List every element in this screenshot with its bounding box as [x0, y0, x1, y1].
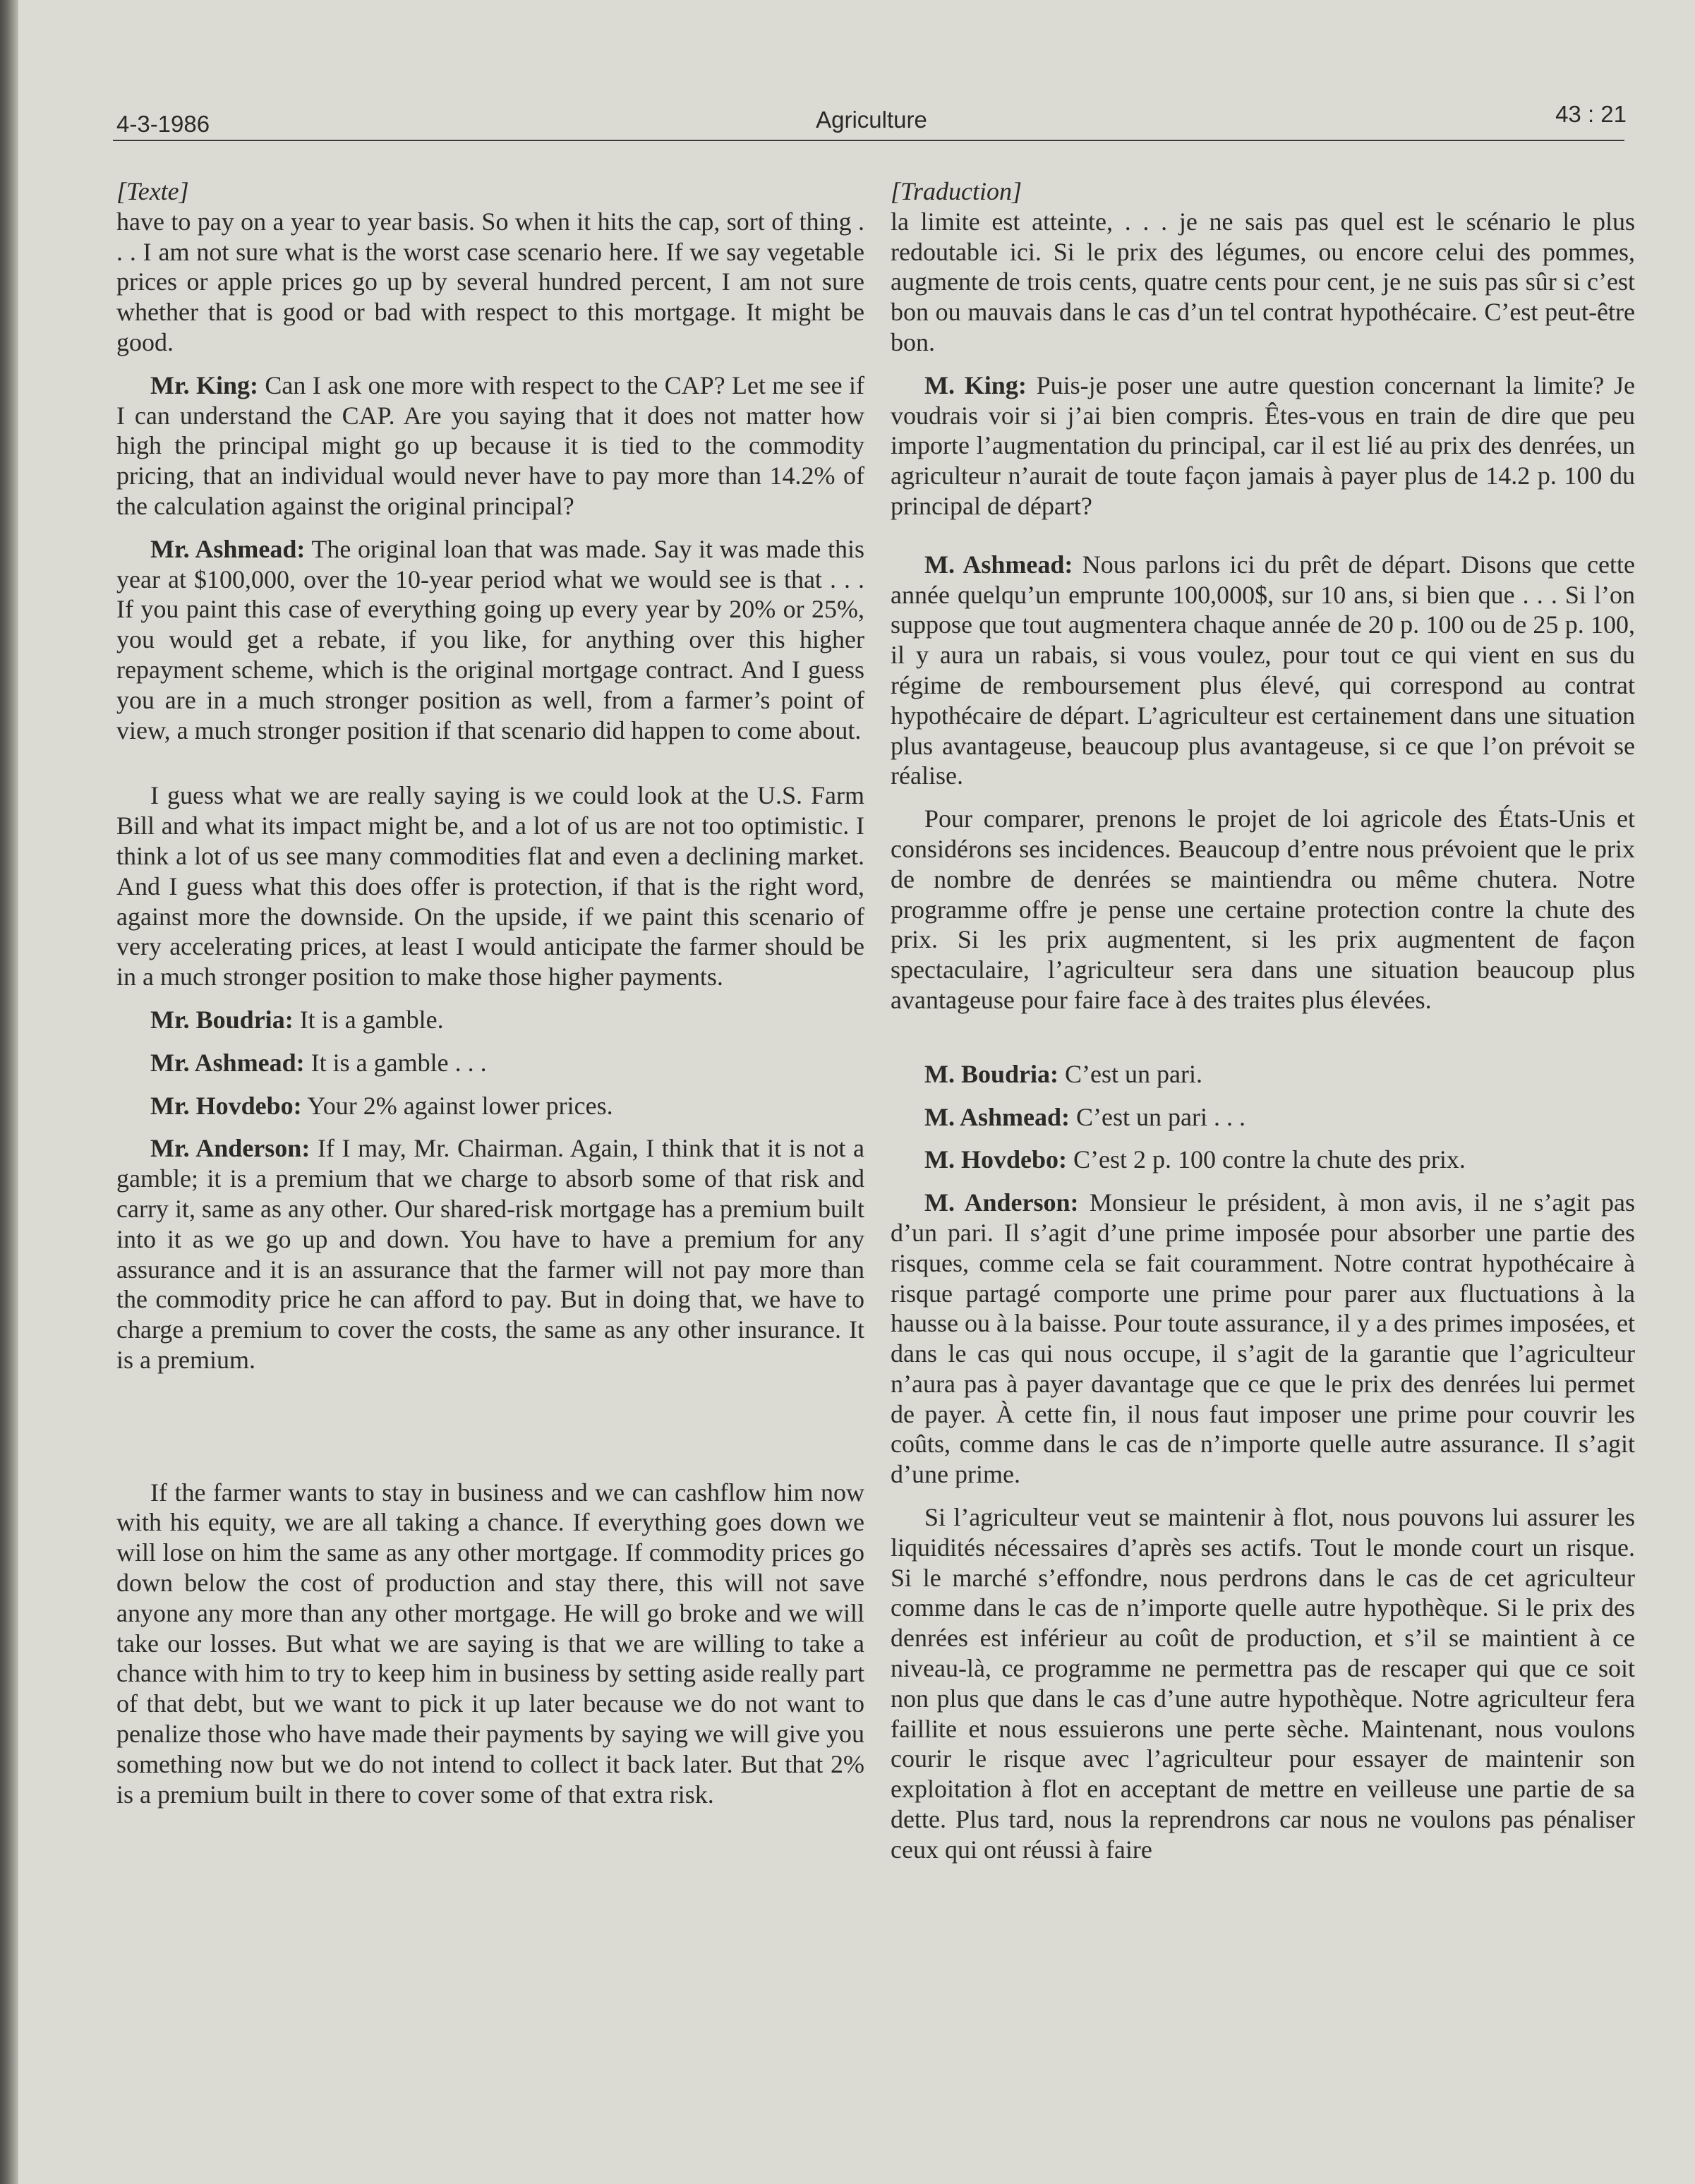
paragraph-text: Pour comparer, prenons le projet de loi agricole des États-Unis et considérons ses incidences. Beaucoup d’entre nous prévoient que le prix de nombre de denrées se maintiendra ou même chutera. Notre programme offre je pense une certaine protection contre la chute des prix. Si les prix augmentent, si les prix augmentent de façon spectaculaire, l’agriculteur sera dans une situation beaucoup plus avantageuse pour faire face à des traites plus élevées.	[891, 804, 1635, 1014]
speaker-name: Mr. Ashmead:	[150, 534, 306, 563]
speaker-name: M. King:	[924, 370, 1027, 399]
paragraph	[116, 1478, 864, 1810]
header-rule	[113, 140, 1624, 141]
paragraph-text: C’est un pari.	[1058, 1059, 1202, 1088]
paragraph-text: I guess what we are really saying is we could look at the U.S. Farm Bill and what its impact might be, and a lot of us are not too optimistic. I think a lot of us see many commodities flat and even a declining market. And I guess what this does offer is protection, if that is the right word, against more the downside. On the upside, if we paint this scenario of very accelerating prices, at least I would anticipate the farmer should be in a much stronger position to make those higher payments.	[116, 781, 864, 991]
paragraph	[891, 1502, 1635, 1865]
speaker-name: Mr. Ashmead:	[150, 1048, 305, 1077]
paragraph	[116, 370, 864, 521]
speaker-name: Mr. Anderson:	[150, 1134, 310, 1163]
paragraph-text: If the farmer wants to stay in business and we can cashflow him now with his equity, we are all taking a chance. If everything goes down we will lose on him the same as any other mortgage. If commodity prices go down below the cost of production and stay there, this will not save anyone any more than any other mortgage. He will go broke and we will take our losses. But what we are saying is that we are willing to take a chance with him to try to keep him in business by setting aside really part of that debt, but we want to pick it up later because we do not want to penalize those who have made their payments by saying we will give you something now but we do not intend to collect it back later. But that 2% is a premium built in there to cover some of that extra risk.	[116, 1478, 864, 1809]
paragraph-text: If I may, Mr. Chairman. Again, I think that it is not a gamble; it is a premium that we charge to absorb some of that risk and carry it, same as any other. Our shared-risk mortgage has a premium built into it as we go up and down. You have to have a premium for any assurance and it is an assurance that the farmer will not pay more than the commodity price he can afford to pay. But in doing that, we have to charge a premium to cover the costs, the same as any other insurance. It is a premium.	[116, 1134, 864, 1374]
speaker-name: Mr. Boudria:	[150, 1005, 294, 1034]
paragraph-text: It is a gamble . . .	[304, 1048, 487, 1077]
paragraph-text: Can I ask one more with respect to the CAP? Let me see if I can understand the CAP. Are you saying that it does not matter how high the principal might go up because it is tied to the commodity pricing, that an individual would never have to pay more than 14.2% of the calculation against the original principal?	[116, 370, 864, 520]
speaker-name: Mr. Hovdebo:	[150, 1091, 302, 1120]
paragraph-text: Your 2% against lower prices.	[301, 1091, 613, 1120]
paragraph	[891, 1188, 1635, 1490]
paragraph	[116, 1091, 864, 1121]
column-label: [Texte]	[116, 177, 189, 205]
header-title: Agriculture	[816, 107, 927, 133]
paragraph	[891, 1059, 1635, 1090]
paragraph	[116, 780, 864, 992]
paragraph	[891, 370, 1635, 521]
speaker-name: M. Hovdebo:	[924, 1145, 1067, 1174]
paragraph-text: Nous parlons ici du prêt de départ. Disons que cette année quelqu’un emprunte 100,000$, sur 10 ans, si bien que . . . Si l’on suppose que tout augmentera chaque année de 20 p. 100 ou de 25 p. 100, il y aura un rabais, si vous voulez, pour tout ce qui vient en sus du régime de remboursement plus élevé, qui correspond au contrat hypothécaire de départ. L’agriculteur est certainement dans une situation plus avantageuse, beaucoup plus avantageuse, si ce que l’on prévoit se réalise.	[891, 550, 1635, 790]
paragraph	[891, 1102, 1635, 1133]
page-binding-shadow	[0, 0, 18, 2184]
paragraph-text: It is a gamble.	[293, 1005, 444, 1034]
paragraph-text: C’est 2 p. 100 contre la chute des prix.	[1067, 1145, 1466, 1174]
column-label: [Traduction]	[891, 177, 1023, 205]
paragraph	[116, 1048, 864, 1078]
paragraph	[116, 534, 864, 746]
paragraph-text: Si l’agriculteur veut se maintenir à flot, nous pouvons lui assurer les liquidités nécessaires d’après ses actifs. Tout le monde court un risque. Si le marché s’effondre, nous perdrons dans le cas de cet agriculteur comme dans le cas de n’importe quelle autre hypothèque. Si le prix des denrées est inférieur au coût de production, et s’il se maintient à ce niveau-là, ce programme ne permettra pas de rescaper qui que ce soit non plus que dans le cas d’une autre hypothèque. Notre agriculteur fera faillite et nous essuierons une perte sèche. Maintenant, nous voulons courir le risque avec l’agriculteur pour essayer de maintenir son exploitation à flot en acceptant de mettre en veilleuse une partie de sa dette. Plus tard, nous la reprendrons car nous ne voulons pas pénaliser ceux qui ont réussi à faire	[891, 1503, 1635, 1864]
paragraph	[891, 550, 1635, 791]
speaker-name: M. Ashmead:	[924, 1102, 1070, 1131]
speaker-name: M. Anderson:	[924, 1188, 1079, 1217]
paragraph-text: C’est un pari . . .	[1070, 1102, 1245, 1131]
page-header	[116, 101, 1627, 137]
speaker-name: M. Boudria:	[924, 1059, 1059, 1088]
speaker-name: Mr. King:	[150, 370, 259, 399]
paragraph-text: have to pay on a year to year basis. So when it hits the cap, sort of thing . . . I am not sure what is the worst case scenario here. If we say vegetable prices or apple prices go up by several hundred percent, I am not sure whether that is good or bad with respect to this mortgage. It might be good.	[116, 207, 864, 356]
paragraph	[116, 207, 864, 358]
paragraph	[116, 1133, 864, 1375]
paragraph	[891, 1145, 1635, 1175]
header-page-number: 43 : 21	[1555, 101, 1627, 127]
french-column	[891, 176, 1635, 1865]
paragraph	[891, 804, 1635, 1015]
paragraph	[116, 1005, 864, 1035]
paragraph-text: Monsieur le président, à mon avis, il ne s’agit pas d’un pari. Il s’agit d’une prime imposée pour absorber une partie des risques, comme cela se fait couramment. Notre contrat hypothécaire à risque partagé comporte une prime pour parer aux fluctuations à la hausse ou à la baisse. Pour toute assurance, il y a des primes imposées, et dans le cas qui nous occupe, il s’agit de la garantie que l’agriculteur n’aura pas à payer davantage que ce que le prix des denrées lui permet de payer. À cette fin, il nous faut imposer une prime pour couvrir les coûts, comme dans le cas de n’importe quelle autre assurance. Il s’agit d’une prime.	[891, 1188, 1635, 1489]
paragraph	[891, 207, 1635, 358]
speaker-name: M. Ashmead:	[924, 550, 1073, 579]
header-date: 4-3-1986	[116, 111, 210, 137]
english-column	[116, 176, 864, 1809]
paragraph-text: la limite est atteinte, . . . je ne sais pas quel est le scénario le plus redoutable ici. Si le prix des légumes, ou encore celui des pommes, augmente de trois cents, quatre cents pour cent, je ne suis pas sûr si c’est bon ou mauvais dans le cas d’un tel contrat hypothécaire. C’est peut-être bon.	[891, 207, 1635, 356]
paragraph-text: Puis-je poser une autre question concernant la limite? Je voudrais voir si j’ai bien compris. Êtes-vous en train de dire que peu importe l’augmentation du principal, car il est lié au prix des denrées, un agriculteur n’aurait de toute façon jamais à payer plus de 14.2 p. 100 du principal de départ?	[891, 370, 1635, 520]
paragraph-text: The original loan that was made. Say it was made this year at $100,000, over the 10-year period what we would see is that . . . If you paint this case of everything going up every year by 20% or 25%, you would get a rebate, if you like, for anything over this higher repayment scheme, which is the original mortgage contract. And I guess you are in a much stronger position as well, from a farmer’s point of view, a much stronger position if that scenario did happen to come about.	[116, 534, 864, 744]
